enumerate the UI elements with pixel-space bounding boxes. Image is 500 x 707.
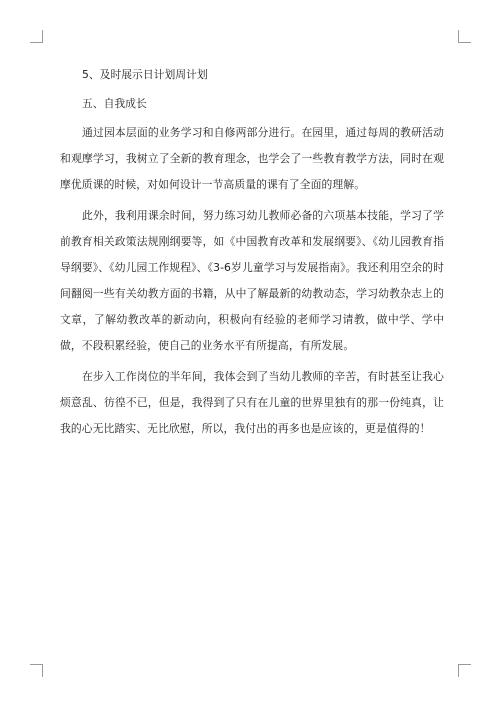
heading-plan-display: 5、及时展示日计划周计划: [82, 68, 208, 81]
paragraph-reflection: 在步入工作岗位的半年间，我体会到了当幼儿教师的辛苦，有时甚至让我心烦意乱、彷徨不已，但是，我得到了只有在儿童的世界里独有的那一份纯真，让我的心无比踏实、无比欣慰，所以，我付出的再多也是应该的，更是值得的！: [60, 370, 444, 435]
crop-mark-top-left: [30, 30, 43, 43]
crop-mark-bottom-left: [30, 664, 43, 677]
crop-mark-bottom-right: [458, 664, 471, 677]
heading-self-growth: 五、自我成长: [82, 97, 147, 110]
document-body: [60, 62, 444, 442]
paragraph-skills: 此外，我利用课余时间，努力练习幼儿教师必备的六项基本技能，学习了学前教育相关政策法规刚纲要等，如《中国教育改革和发展纲要》、《幼儿园教育指导纲要》、《幼儿园工作规程》、《3-6岁儿童学习与发展指南》。我还利用空余的时间翻阅一些有关幼教方面的书籍，从中了解最新的幼教动态，学习幼教杂志上的文章，了解幼教改革的新动向，积极向有经验的老师学习请教，做中学、学中做，不段积累经验，使自己的业务水平有所提高，有所发展。: [60, 209, 444, 352]
crop-mark-top-right: [458, 30, 471, 43]
paragraph-study: 通过园本层面的业务学习和自修两部分进行。在园里，通过每周的教研活动和观摩学习，我树立了全新的教育理念，也学会了一些教育教学方法，同时在观摩优质课的时候，对如何设计一节高质量的课有了全面的理解。: [60, 126, 444, 191]
